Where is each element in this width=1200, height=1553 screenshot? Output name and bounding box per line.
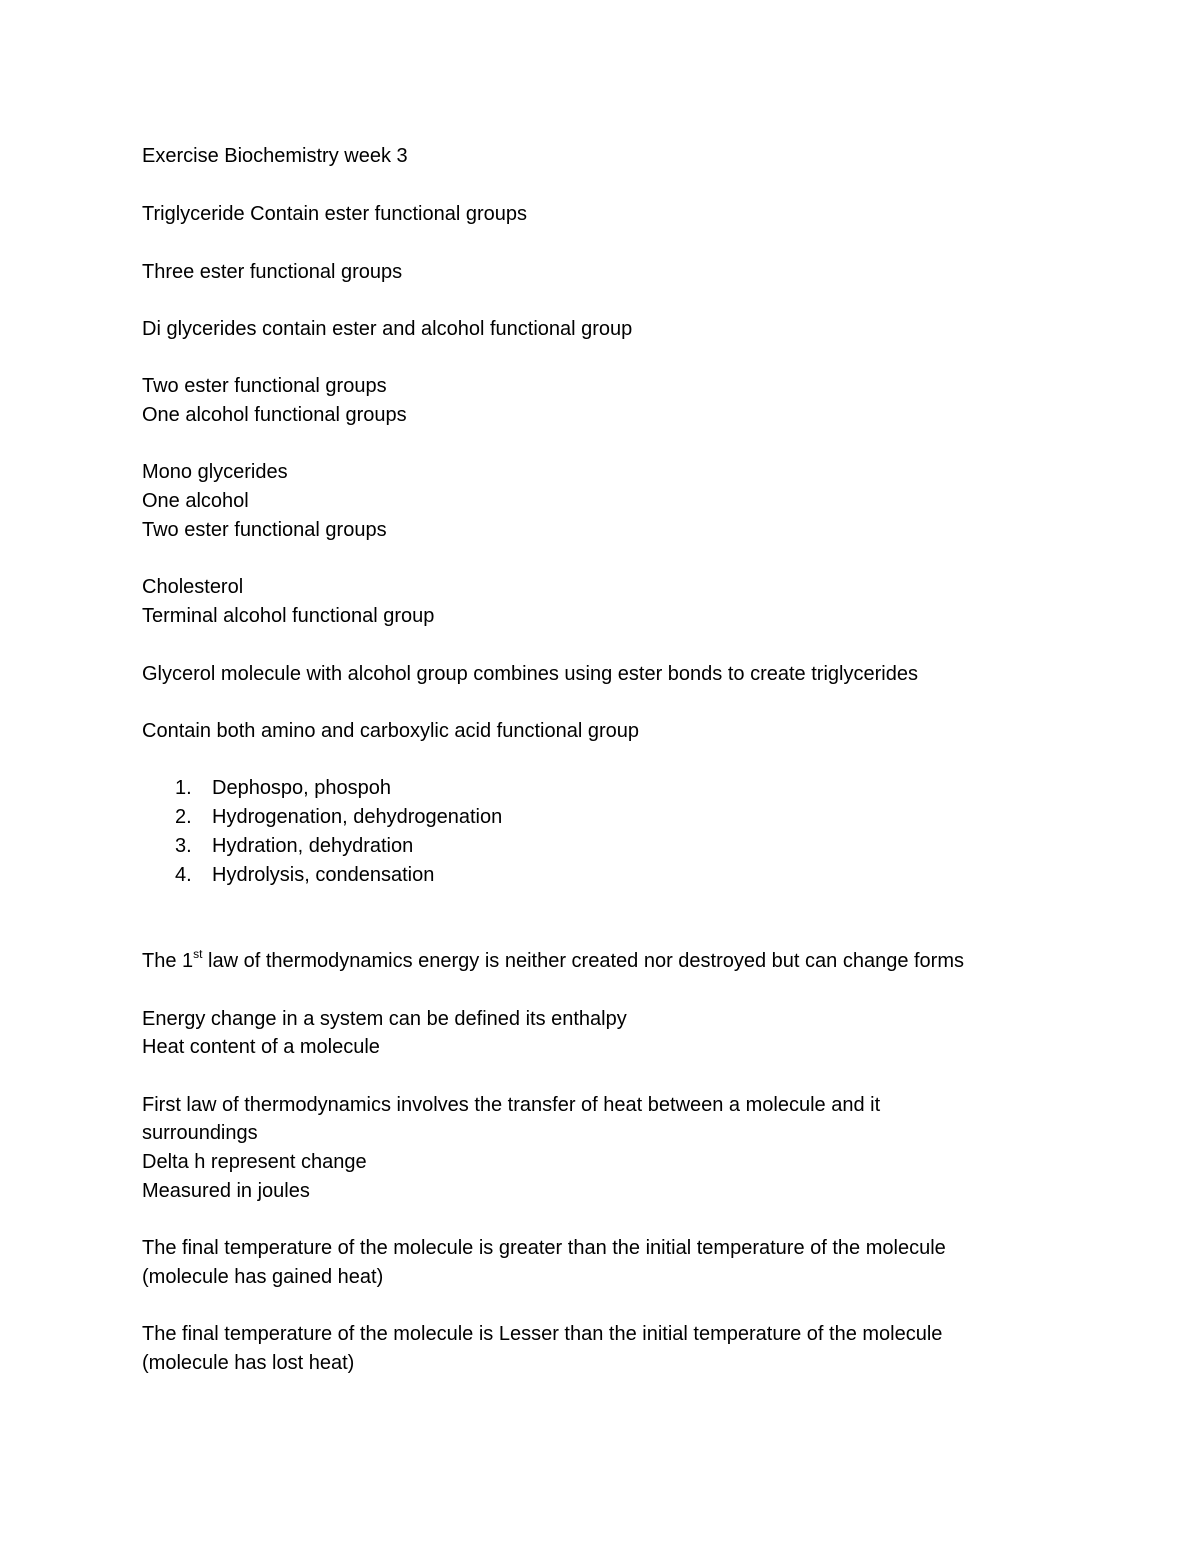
text-line: Glycerol molecule with alcohol group combines using ester bonds to create triglycerides — [142, 663, 918, 685]
document-title: Exercise Biochemistry week 3 — [142, 145, 408, 167]
first-law-suffix: law of thermodynamics energy is neither created nor destroyed but can change forms — [202, 950, 965, 972]
text-line: One alcohol functional groups — [142, 404, 407, 426]
text-line: Contain both amino and carboxylic acid functional group — [142, 720, 639, 742]
text-line: surroundings — [142, 1122, 258, 1144]
text-line: One alcohol — [142, 490, 249, 512]
text-line: Terminal alcohol functional group — [142, 605, 435, 627]
text-line: Delta h represent change — [142, 1151, 367, 1173]
text-line: Energy change in a system can be defined its enthalpy — [142, 1008, 627, 1030]
text-line: Three ester functional groups — [142, 261, 403, 283]
text-line: The final temperature of the molecule is greater than the initial temperature of the molecule — [142, 1237, 946, 1259]
text-line: First law of thermodynamics involves the transfer of heat between a molecule and it — [142, 1094, 881, 1116]
list-number: 3. — [175, 835, 192, 857]
list-item-text: Dephospo, phospoh — [212, 777, 392, 799]
text-line: Cholesterol — [142, 576, 244, 598]
text-line: Measured in joules — [142, 1180, 310, 1202]
list-number: 1. — [175, 777, 192, 799]
list-item-text: Hydration, dehydration — [212, 835, 414, 857]
text-line: Mono glycerides — [142, 461, 288, 483]
first-law-line — [142, 947, 964, 975]
list-number: 4. — [175, 864, 192, 886]
text-line: (molecule has lost heat) — [142, 1352, 355, 1374]
list-number: 2. — [175, 806, 192, 828]
text-line: Di glycerides contain ester and alcohol functional group — [142, 318, 633, 340]
text-line: Two ester functional groups — [142, 375, 387, 397]
list-item-text: Hydrogenation, dehydrogenation — [212, 806, 503, 828]
text-line: The final temperature of the molecule is Lesser than the initial temperature of the molecule — [142, 1323, 943, 1345]
first-law-superscript: st — [193, 947, 203, 961]
text-line: (molecule has gained heat) — [142, 1266, 384, 1288]
text-line: Triglyceride Contain ester functional groups — [142, 203, 528, 225]
text-line: Two ester functional groups — [142, 519, 387, 541]
text-line: Heat content of a molecule — [142, 1036, 380, 1058]
list-item-text: Hydrolysis, condensation — [212, 864, 435, 886]
first-law-prefix: The 1 — [142, 950, 194, 972]
